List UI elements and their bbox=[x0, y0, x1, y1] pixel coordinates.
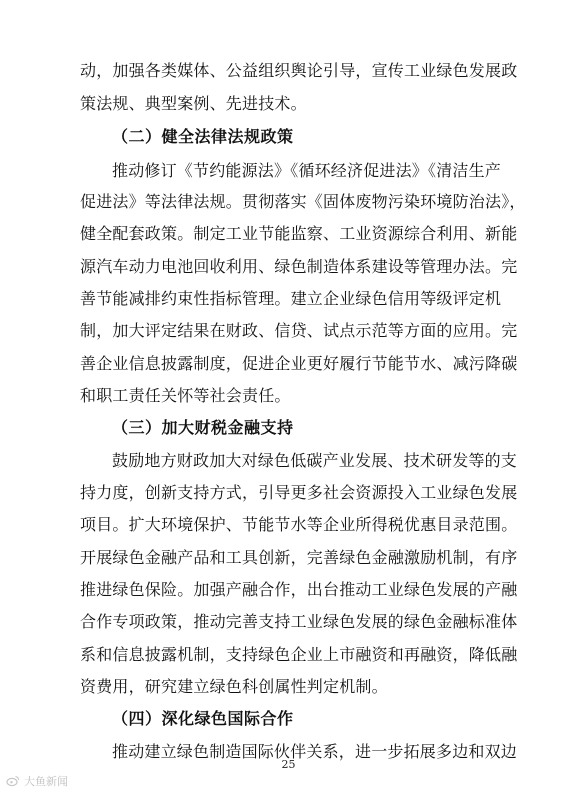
body-line-16: 合作专项政策，推动完善支持工业绿色发展的绿色金融标准体 bbox=[80, 612, 518, 631]
body-line-12: 持力度，创新支持方式，引导更多社会资源投入工业绿色发展 bbox=[80, 483, 518, 502]
body-line-17: 系和信息披露机制，支持绿色企业上市融资和再融资，降低融 bbox=[80, 645, 518, 664]
body-line-13: 项目。扩大环境保护、节能节水等企业所得税优惠目录范围。 bbox=[80, 515, 518, 534]
watermark bbox=[6, 773, 68, 789]
section-heading-2: （二）健全法律法规政策 bbox=[112, 127, 294, 146]
body-line-18: 资费用，研究建立绿色科创属性判定机制。 bbox=[80, 677, 388, 696]
body-line-9: 善企业信息披露制度，促进企业更好履行节能节水、减污降碳 bbox=[80, 354, 518, 373]
body-line-10: 和职工责任关怀等社会责任。 bbox=[80, 386, 291, 405]
body-line-3: 推动修订《节约能源法》《循环经济促进法》《清洁生产 bbox=[112, 161, 502, 180]
body-line-7: 善节能减排约束性指标管理。建立企业绿色信用等级评定机 bbox=[80, 289, 502, 308]
watermark-text: 大鱼新闻 bbox=[24, 775, 68, 788]
body-line-11: 鼓励地方财政加大对绿色低碳产业发展、技术研发等的支 bbox=[112, 451, 518, 470]
body-line-1: 动，加强各类媒体、公益组织舆论引导，宣传工业绿色发展政 bbox=[80, 61, 518, 80]
body-line-8: 制，加大评定结果在财政、信贷、试点示范等方面的应用。完 bbox=[80, 321, 518, 340]
body-line-19: 推动建立绿色制造国际伙伴关系，进一步拓展多边和双边 bbox=[112, 742, 518, 761]
page-number: 25 bbox=[281, 758, 296, 771]
body-line-14: 开展绿色金融产品和工具创新，完善绿色金融激励机制，有序 bbox=[80, 548, 518, 567]
weibo-logo-icon bbox=[6, 774, 20, 788]
section-heading-4: （四）深化绿色国际合作 bbox=[112, 709, 294, 728]
section-heading-3: （三）加大财税金融支持 bbox=[112, 418, 294, 437]
body-line-4: 促进法》等法律法规。贯彻落实《固体废物污染环境防治法》， bbox=[80, 192, 526, 211]
body-line-5: 健全配套政策。制定工业节能监察、工业资源综合利用、新能 bbox=[80, 224, 518, 243]
body-line-2: 策法规、典型案例、先进技术。 bbox=[80, 94, 307, 113]
body-line-15: 推进绿色保险。加强产融合作，出台推动工业绿色发展的产融 bbox=[80, 580, 518, 599]
body-line-6: 源汽车动力电池回收利用、绿色制造体系建设等管理办法。完 bbox=[80, 257, 518, 276]
